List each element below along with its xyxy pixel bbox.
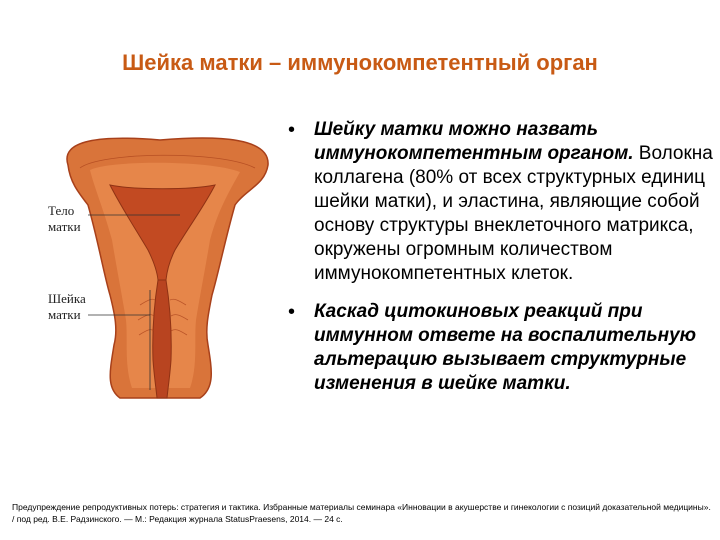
label-cervix — [48, 291, 108, 323]
bullet-1-emphasis: Шейку матки можно назвать иммунокомпетентным органом. — [314, 119, 634, 164]
bullet-1-text: Волокна коллагена (80% от всех структурных единиц шейки матки), и эластина, являющие собой основу структуры внеклеточного матрикса, окружены огромным количеством иммунокомпетентных клеток. — [314, 143, 713, 284]
bullet-list — [288, 118, 713, 410]
label-cervix-line1: Шейка — [48, 291, 86, 306]
label-uterus-body-line1: Тело — [48, 203, 75, 218]
label-uterus-body-line2: матки — [48, 219, 81, 234]
bullet-item-2 — [288, 300, 713, 396]
bullet-item-1 — [288, 118, 713, 286]
slide-title: Шейка матки – иммунокомпетентный орган — [122, 50, 598, 75]
label-cervix-line2: матки — [48, 307, 81, 322]
bullet-dot-icon: • — [288, 301, 296, 323]
bullet-2-emphasis: Каскад цитокиновых реакций при иммунном ответе на воспалительную альтерацию вызывает структурные изменения в шейке матки. — [314, 301, 697, 394]
bullet-dot-icon: • — [288, 119, 296, 141]
label-uterus-body — [48, 203, 108, 235]
uterus-illustration — [40, 130, 290, 400]
reference-footnote: Предупреждение репродуктивных потерь: стратегия и тактика. Избранные материалы семинара «Инновации в акушерстве и гинекологии с позиций доказательной медицины». / под ред. В.Е. Радзинского. — М.: Редакция журнала StatusPraesens, 2014. — 24 с. — [12, 502, 711, 524]
